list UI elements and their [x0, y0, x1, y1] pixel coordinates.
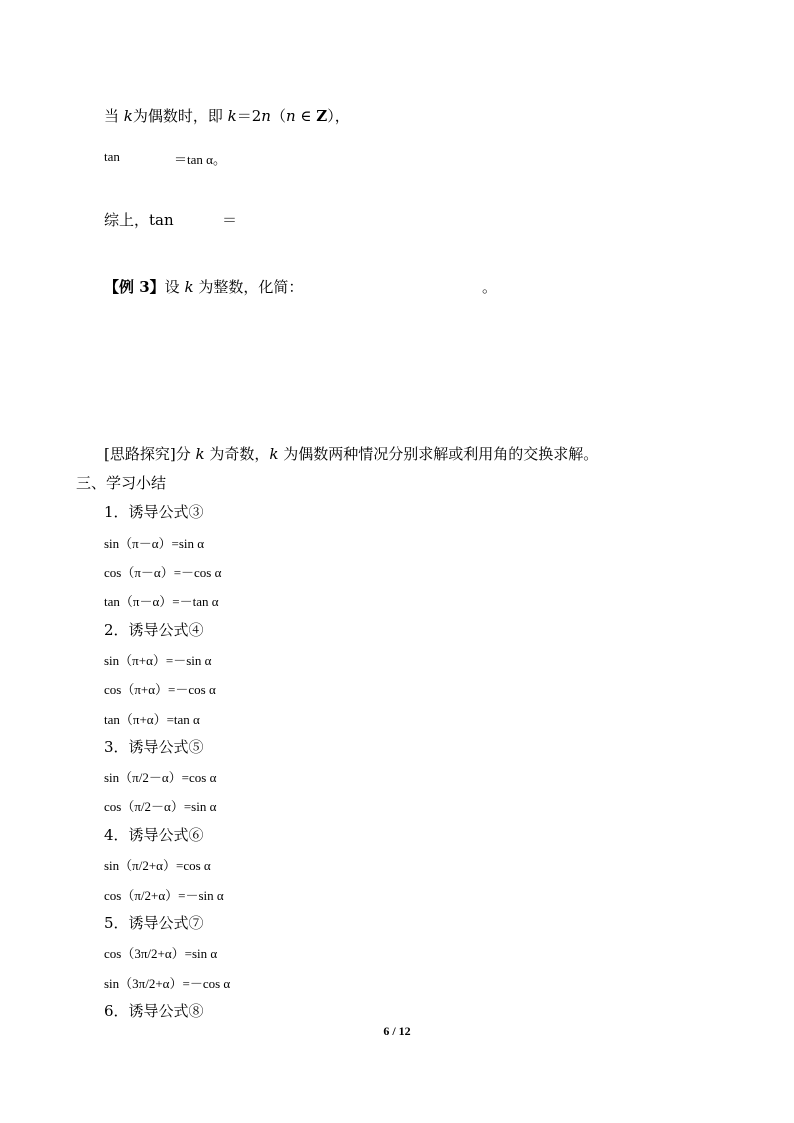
formula-heading: 2．诱导公式④ [104, 621, 204, 639]
summary-line [104, 209, 424, 230]
section-title: 三、学习小结 [76, 474, 167, 492]
page-number: 6 / 12 [383, 1024, 411, 1038]
formula-line: sin（π+α）=－sin α [104, 653, 212, 668]
example-text: 为整数，化简： [193, 278, 304, 296]
var-n: n [261, 107, 271, 125]
formula-line: sin（π－α）=sin α [104, 536, 205, 551]
example-tag: 【例 3】 [104, 278, 165, 296]
idea-line [104, 443, 598, 464]
example-3 [104, 276, 504, 297]
var-k: k [184, 278, 194, 296]
idea-text: [思路探究]分 [104, 445, 196, 463]
var-n: n [285, 107, 296, 125]
formula-line: sin（π/2－α）=cos α [104, 770, 217, 785]
tan-left: tan [104, 149, 120, 164]
example-text: 设 [164, 278, 185, 296]
idea-text: 为偶数两种情况分别求解或利用角的交换求解。 [278, 445, 599, 463]
integers-symbol: Z [316, 107, 328, 125]
case-even-line [104, 105, 350, 126]
formula-heading: 6．诱导公式⑧ [104, 1002, 204, 1020]
tan-line [104, 149, 424, 165]
example-end: 。 [482, 278, 498, 296]
formula-line: sin（3π/2+α）=－cos α [104, 976, 231, 991]
formula-line: tan（π+α）=tan α [104, 712, 200, 727]
var-k: k [195, 445, 205, 463]
formula-line: cos（π/2+α）=－sin α [104, 888, 224, 903]
formula-line: cos（π+α）=－cos α [104, 682, 216, 697]
formula-line: cos（π/2－α）=sin α [104, 799, 217, 814]
formula-heading: 3．诱导公式⑤ [104, 738, 204, 756]
formula-line: tan（π－α）=－tan α [104, 594, 219, 609]
idea-text: 为奇数， [204, 445, 270, 463]
var-k: k [123, 107, 133, 125]
case-even-prefix: 当 [104, 107, 124, 125]
formula-line: sin（π/2+α）=cos α [104, 858, 211, 873]
equals-two: ＝2 [236, 107, 262, 125]
tan-right: ＝tan α。 [174, 152, 226, 167]
case-even-mid: 为偶数时，即 [132, 107, 228, 125]
formula-heading: 1．诱导公式③ [104, 503, 204, 521]
paren-open: （ [270, 107, 286, 125]
formula-line: cos（3π/2+α）=sin α [104, 946, 218, 961]
element-of: ∈ [295, 107, 317, 125]
var-k: k [227, 107, 237, 125]
summary-left: 综上，tan [104, 211, 174, 229]
formula-heading: 5．诱导公式⑦ [104, 914, 204, 932]
var-k: k [269, 445, 279, 463]
summary-right: ＝ [222, 211, 238, 229]
formula-heading: 4．诱导公式⑥ [104, 826, 204, 844]
formula-line: cos（π－α）=－cos α [104, 565, 222, 580]
paren-close: ）， [327, 107, 350, 125]
